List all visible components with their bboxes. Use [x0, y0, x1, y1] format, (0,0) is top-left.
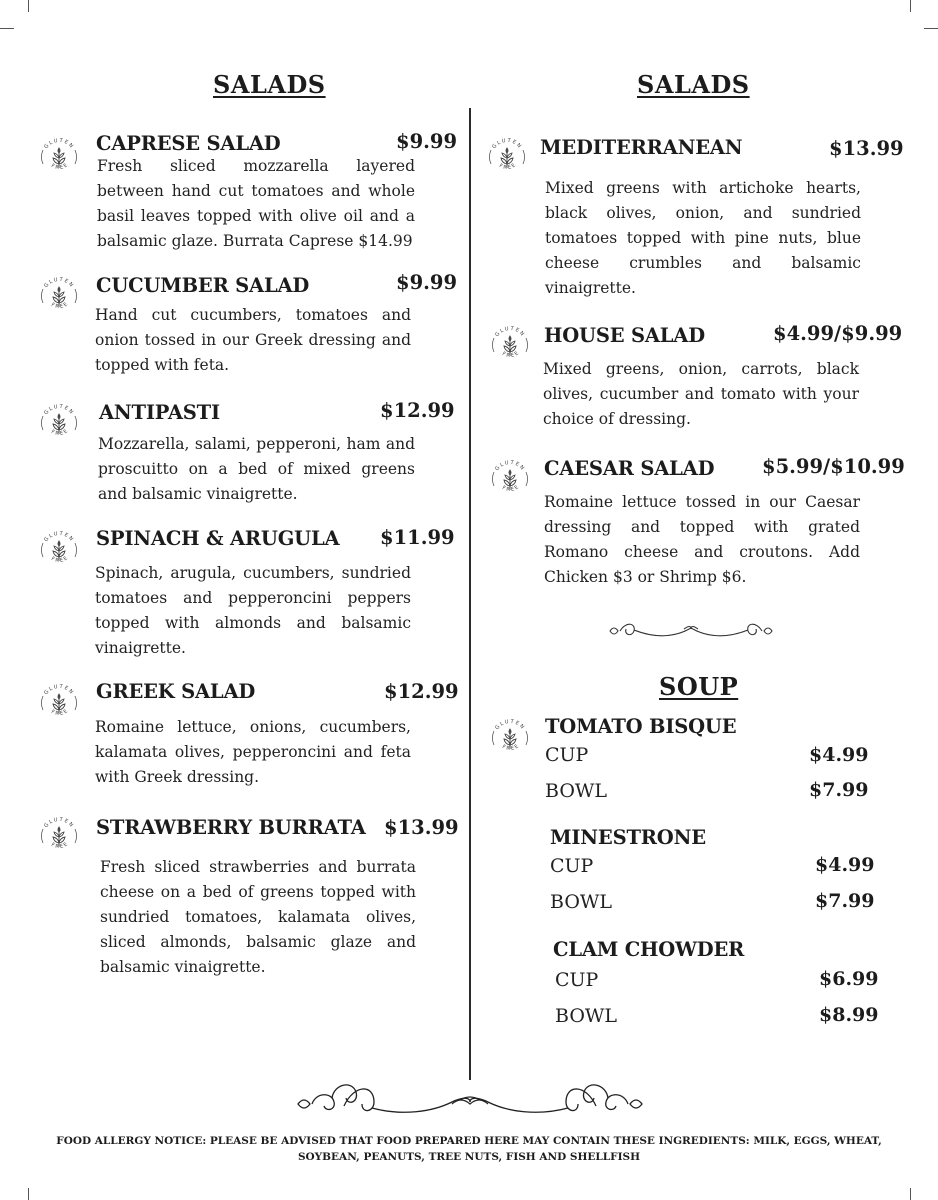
bowl-price: $7.99	[809, 779, 869, 801]
gluten-free-badge	[38, 529, 80, 571]
decorative-flourish-large	[292, 1078, 648, 1126]
crop-mark	[910, 1188, 911, 1200]
gluten-free-badge	[38, 136, 80, 178]
cup-label: CUP	[550, 855, 594, 877]
soup-name: TOMATO BISQUE	[545, 715, 737, 738]
left-section-heading: SALADS	[213, 70, 326, 99]
item-name: CUCUMBER SALAD	[96, 274, 310, 297]
item-name: CAPRESE SALAD	[96, 132, 281, 155]
item-description: Hand cut cucumbers, tomatoes and onion tossed in our Greek dressing and topped with feta.	[95, 306, 411, 374]
crop-mark	[924, 28, 938, 29]
soup-name: CLAM CHOWDER	[553, 938, 745, 961]
item-price: $4.99/$9.99	[773, 322, 903, 345]
item-description: Mixed greens, onion, carrots, black olives, cucumber and tomato with your choice of dressing.	[543, 360, 859, 428]
item-price: $13.99	[384, 816, 459, 839]
cup-price: $6.99	[819, 968, 879, 990]
item-price: $12.99	[384, 680, 459, 703]
gluten-free-badge	[489, 324, 531, 366]
crop-mark	[28, 1188, 29, 1200]
soup-heading: SOUP	[659, 672, 739, 701]
gluten-free-badge	[489, 458, 531, 500]
crop-mark	[0, 28, 14, 29]
allergy-notice: FOOD ALLERGY NOTICE: PLEASE BE ADVISED THAT FOOD PREPARED HERE MAY CONTAIN THESE INGREDIENTS: MILK, EGGS, WHEAT, SOYBEAN, PEANUTS, TREE NUTS, FISH AND SHELLFISH	[56, 1135, 882, 1163]
item-name: HOUSE SALAD	[544, 324, 705, 347]
bowl-price: $7.99	[815, 890, 875, 912]
gluten-free-badge	[38, 402, 80, 444]
crop-mark	[910, 0, 911, 12]
item-description: Fresh sliced mozzarella layered between hand cut tomatoes and whole basil leaves topped with olive oil and a balsamic glaze. Burrata Caprese $14.99	[97, 157, 415, 250]
item-name: ANTIPASTI	[99, 401, 220, 424]
item-description: Mixed greens with artichoke hearts, black olives, onion, and sundried tomatoes topped with pine nuts, blue cheese crumbles and balsamic vinaigrette.	[545, 179, 861, 297]
item-description: Fresh sliced strawberries and burrata cheese on a bed of greens topped with sundried tomatoes, kalamata olives, sliced almonds, balsamic glaze and balsamic vinaigrette.	[100, 858, 416, 976]
item-price: $9.99	[396, 271, 458, 294]
item-price: $13.99	[829, 137, 904, 160]
gluten-free-badge	[38, 275, 80, 317]
item-price: $5.99/$10.99	[762, 455, 905, 478]
item-name: MEDITERRANEAN	[540, 136, 743, 159]
bowl-price: $8.99	[819, 1004, 879, 1026]
cup-price: $4.99	[809, 744, 869, 766]
item-description: Spinach, arugula, cucumbers, sundried tomatoes and pepperoncini peppers topped with almonds and balsamic vinaigrette.	[95, 564, 411, 657]
item-price: $12.99	[380, 399, 455, 422]
cup-price: $4.99	[815, 854, 875, 876]
item-price: $11.99	[380, 526, 455, 549]
bowl-label: BOWL	[550, 891, 613, 913]
bowl-label: BOWL	[555, 1005, 618, 1027]
item-description: Romaine lettuce tossed in our Caesar dressing and topped with grated Romano cheese and croutons. Add Chicken $3 or Shrimp $6.	[544, 493, 860, 586]
item-description: Romaine lettuce, onions, cucumbers, kalamata olives, pepperoncini and feta with Greek dressing.	[95, 718, 411, 786]
gluten-free-badge	[489, 717, 531, 759]
gluten-free-badge	[486, 136, 528, 178]
crop-mark	[28, 0, 29, 12]
item-name: GREEK SALAD	[96, 680, 256, 703]
cup-label: CUP	[545, 744, 589, 766]
item-name: SPINACH & ARUGULA	[96, 527, 340, 550]
item-description: Mozzarella, salami, pepperoni, ham and proscuitto on a bed of mixed greens and balsamic vinaigrette.	[98, 435, 415, 503]
right-section-heading: SALADS	[637, 70, 750, 99]
gluten-free-badge	[38, 815, 80, 857]
item-price: $9.99	[396, 130, 458, 153]
column-divider	[469, 108, 471, 1080]
soup-name: MINESTRONE	[550, 826, 706, 849]
gluten-free-badge	[38, 682, 80, 724]
bowl-label: BOWL	[545, 780, 608, 802]
item-name: CAESAR SALAD	[544, 457, 715, 480]
cup-label: CUP	[555, 969, 599, 991]
decorative-flourish	[606, 618, 776, 644]
item-name: STRAWBERRY BURRATA	[96, 816, 366, 839]
